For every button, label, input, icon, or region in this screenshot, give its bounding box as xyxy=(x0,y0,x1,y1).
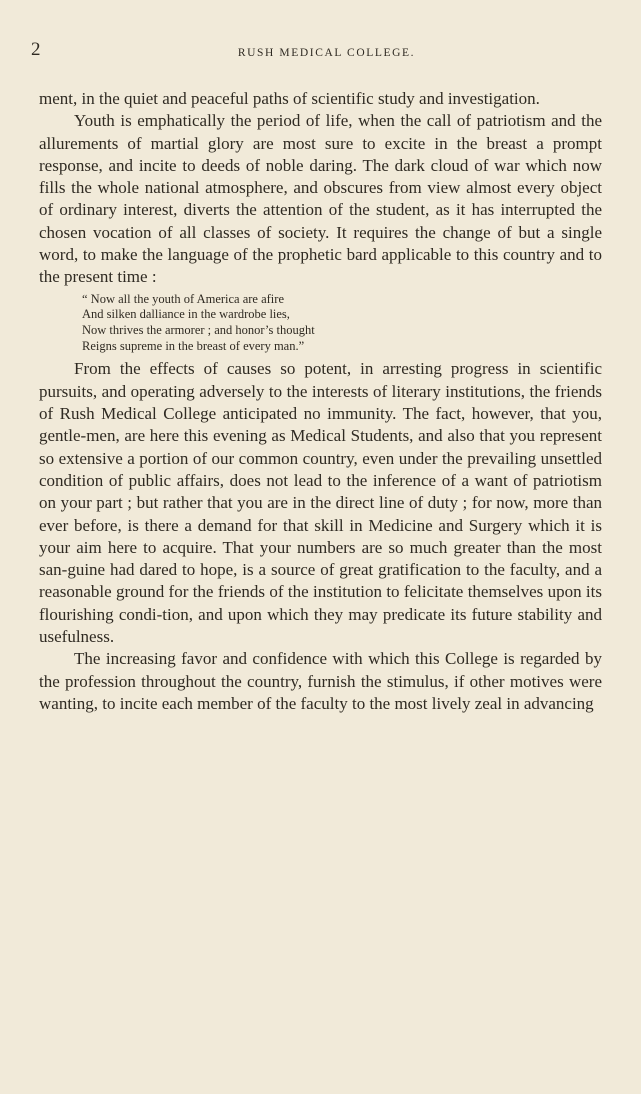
verse-line-1: “ Now all the youth of America are afire xyxy=(82,291,284,306)
paragraph-youth: Youth is emphatically the period of life, when the call of patriotism and the allurements of martial glory are most sure to excite in the breast a prompt response, and incite to deeds of noble daring. The dark cloud of war which now fills the whole national atmosphere, and obscures from view almost every object of ordinary interest, diverts the attention of the student, as it has interrupted the chosen vocation of all classes of society. It requires the change of but a single word, to make the language of the prophetic bard applicable to this country and to the present time : xyxy=(39,111,602,287)
paragraph-continuation: ment, in the quiet and peaceful paths of scientific study and investigation. xyxy=(39,89,540,108)
paragraph-increasing-favor: The increasing favor and confidence with which this College is regarded by the profession throughout the country, furnish the stimulus, if other motives were wanting, to incite each member of the faculty to the most lively zeal in advancing xyxy=(39,649,602,713)
paragraph-effects: From the effects of causes so potent, in arresting progress in scientific pursuits, and operating adversely to the interests of literary institutions, the friends of Rush Medical College anticipated no immunity. The fact, however, that you, gentle-men, are here this evening as Medical Students, and also that you represent so extensive a portion of our common country, even under the prevailing unsettled condition of public affairs, does not lead to the inference of a want of patriotism on your part ; but rather that you are in the direct line of duty ; for now, more than ever before, is there a demand for that skill in Medicine and Surgery which it is your aim here to acquire. That your numbers are so much greater than the most san-guine had dared to hope, is a source of great gratification to the faculty, and a reasonable ground for the friends of the institution to felicitate themselves upon its flourishing condi-tion, and upon which they may predicate its future stability and usefulness. xyxy=(39,359,602,647)
running-head: RUSH MEDICAL COLLEGE. xyxy=(237,47,416,59)
verse-line-4: Reigns supreme in the breast of every man.” xyxy=(82,338,305,353)
verse-line-3: Now thrives the armorer ; and honor’s thought xyxy=(82,323,315,338)
verse-quotation xyxy=(82,292,602,355)
verse-line-2: And silken dalliance in the wardrobe lies, xyxy=(82,307,290,322)
page-body xyxy=(39,88,602,715)
page-number: 2 xyxy=(31,39,41,60)
